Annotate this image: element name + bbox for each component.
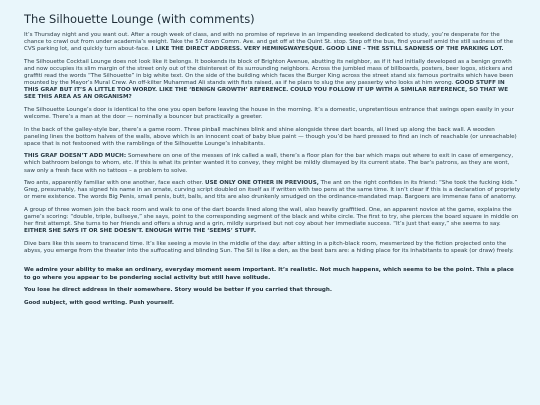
editor-comment: THIS GRAF DOESN’T ADD MUCH: <box>24 153 129 160</box>
paragraph-text: Dive bars like this seem to transcend time. It’s like seeing a movie in the middle of the day: after sitting in a pitch-black room, mesmerized by the fiction projected onto the abyss, you emerge from the theater into the suffocating and blinding Sun. The Sil is like a den, as the best bars are: a hiding place for its inhabitants to speak (or draw) freely. <box>24 240 514 254</box>
feedback-paragraph: Good subject, with good writing. Push yourself. <box>24 299 175 306</box>
body-paragraph <box>24 207 520 235</box>
body-paragraph <box>24 32 520 53</box>
editor-comment: I LIKE THE DIRECT ADDRESS. VERY HEMINGWAYESQUE. GOOD LINE - THE SSTILL SADNESS OF THE PARKING LOT. <box>151 46 504 53</box>
body-paragraph <box>24 107 520 121</box>
feedback-section <box>24 267 520 306</box>
editor-comment: USE ONLY ONE OTHER IN PREVIOUS, <box>205 180 319 187</box>
body-paragraph <box>24 127 520 148</box>
editor-comment: GOOD STUFF IN THIS GRAF BUT IT’S A LITTLE TOO WORDY. LIKE THE ‘BENIGN GROWTH’ REFERENCE. COULD YOU FOLLOW IT UP WITH A SIMILAR REFERENCE, SO THAT WE SEE THIS AREA AS AN ORGANISM? <box>24 80 509 101</box>
paragraph-text: Two ants, apparently familiar with one another, face each other. <box>24 180 206 187</box>
article <box>24 12 520 312</box>
body-paragraph <box>24 180 520 201</box>
paragraph-text: The Silhouette Cocktail Lounge does not look like it belongs. It bookends its block of Brighton Avenue, abutting its neighbor, as if it had initially developed as a benign growth and now occupies its slim margin of the street only out of the disinterest of its surrounding neighbors. Across the jumbled mass of billboards, posters, beer logos, stickers and graffiti read the words “The Silhouette” in big white text. On the side of the building which faces the Burger King across the street stand six famous portraits which have been mounted by the Mayor’s Mural Crew. An off-kilter Muhammad Ali stands with fists raised, as if he plans to slug the any passerby who looks at him wrong. <box>24 58 514 87</box>
feedback-paragraph: You lose he direct address in their somewhere. Story would be better if you carried that through. <box>24 287 333 294</box>
paragraph-text: Somewhere on one of the messes of ink called a wall, there’s a floor plan for the bar which maps out where to exit in case of emergency, which bathroom belongs to whom, etc. If this is what its printer wanted it to convey, they might be mildly dismayed by its current state. The bar’s patrons, as they are wont, saw only a fresh face with no tattoos – a problem to solve. <box>24 153 514 174</box>
paragraph-text: The ant on the right confides in its friend: “She took the fucking kids.” Greg, presumably, has signed his name in an ornate, curving script doubled on itself as if written with two pens at the same time. It isn’t clear if this is a declaration of propriety or mere existence. The words Big Penis, small penis, butt, balls, and tits are also drunkenly smudged on the ordinance-mandated map. Bargoers are immense fans of anatomy. <box>24 180 521 201</box>
spacer <box>24 260 520 267</box>
body-paragraph <box>24 241 520 255</box>
body-paragraph <box>24 59 520 102</box>
paragraph-text: A group of three women join the back room and walk to one of the dart boards lined along the wall, also heavily graffitied. One, an apparent novice at the game, explains the game’s scoring: “double, triple, bullseye,” she says, point to the corresponding segment of the black and white circle. The first to try, she pierces the board square in middle on her first attempt. She turns to her friends and offers a shrug and a grin, mildly surprised but not coy about her immediate success. “It’s just that easy,” she seems to say. <box>24 206 519 228</box>
feedback-paragraph: We admire your ability to make an ordinary, everyday moment seem important. It’s realistic. Not much happens, which seems to be the point. This a place to go where you appear to be pondering social activity but still have solitude. <box>24 267 514 281</box>
body-paragraph <box>24 153 520 174</box>
article-body <box>24 32 520 255</box>
paragraph-text: The Silhouette Lounge’s door is identical to the one you open before leaving the house in the morning. It’s a domestic, unpretentious entrance that swings open easily in your welcome. There’s a man at the door — nominally a bouncer but practically a greeter. <box>24 106 514 120</box>
editor-comment: EITHER SHE SAYS IT OR SHE DOESN’T. ENOUGH WITH THE ‘SEEMS’ STUFF. <box>24 228 257 235</box>
paragraph-text: It’s Thursday night and you want out. After a rough week of class, and with no promise of reprieve in an impending weekend dedicated to study, you’re desperate for the chance to crawl out from under academia’s weight. Take the 57 down Comm. Ave. and get off at the Quint St. stop. Step off the bus, find yourself amid the still sadness of the CVS parking lot, and quickly turn about-face. <box>24 32 514 53</box>
page-title: The Silhouette Lounge (with comments) <box>24 12 255 26</box>
paragraph-text: In the back of the galley-style bar, there’s a game room. Three pinball machines blink and shine alongside three dart boards, all lined up along the back wall. A wooden paneling lines the bottom halves of the walls, above which is an innocent coat of baby blue paint — though you’d be hard pressed to find an inch of reachable (or unreachable) space that is not festooned with the ramblings of the Silhouette Lounge’s inhabitants. <box>24 126 517 147</box>
